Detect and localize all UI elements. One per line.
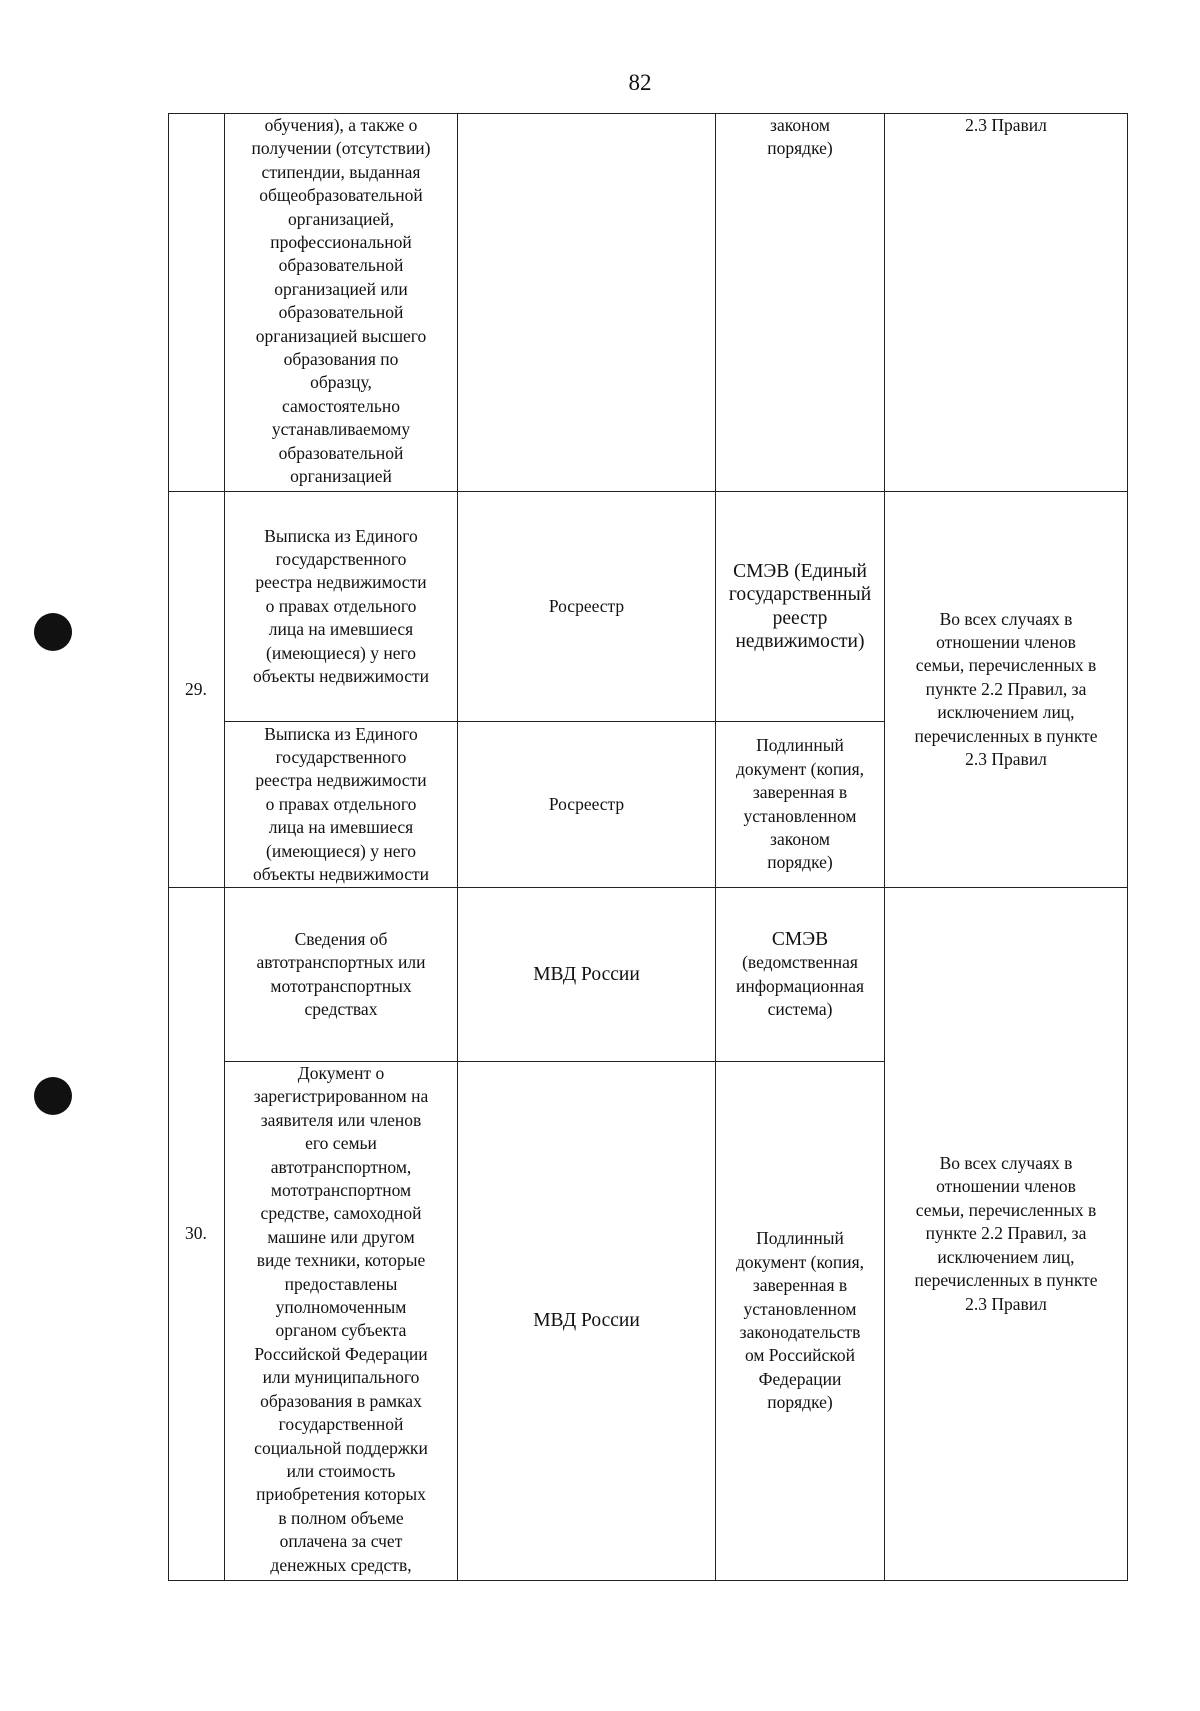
documents-table — [168, 113, 1128, 1581]
organization-cell: Росреестр — [458, 722, 716, 888]
condition-cell: Во всех случаях в отношении членов семьи, перечисленных в пункте 2.2 Правил, за исключением лиц, перечисленных в пункте 2.3 Правил — [885, 888, 1128, 1581]
document-cell: Документ о зарегистрированном на заявителя или членов его семьи автотранспортном, мототранспортном средстве, самоходной машине или другом виде техники, которые предоставлены уполномоченным органом субъекта Российской Федерации или муниципального образования в рамках государственной социальной поддержки или стоимость приобретения которых в полном объеме оплачена за счет денежных средств, — [225, 1062, 458, 1581]
source-cell: СМЭВ (ведомственная информационная система) — [716, 888, 885, 1062]
row-number-cell — [169, 114, 225, 492]
source-cell: законом порядке) — [716, 114, 885, 492]
organization-cell — [458, 114, 716, 492]
source-cell: Подлинный документ (копия, заверенная в установленном законом порядке) — [716, 722, 885, 888]
organization-cell: Росреестр — [458, 492, 716, 722]
organization-cell: МВД России — [458, 888, 716, 1062]
document-cell: Выписка из Единого государственного реестра недвижимости о правах отдельного лица на имевшиеся (имеющиеся) у него объекты недвижимости — [225, 492, 458, 722]
organization-cell: МВД России — [458, 1062, 716, 1581]
source-cell: СМЭВ (Единый государственный реестр недвижимости) — [716, 492, 885, 722]
page-number: 82 — [628, 70, 652, 95]
condition-cell: Во всех случаях в отношении членов семьи, перечисленных в пункте 2.2 Правил, за исключением лиц, перечисленных в пункте 2.3 Правил — [885, 492, 1128, 888]
source-cell: Подлинный документ (копия, заверенная в установленном законодательств ом Российской Федерации порядке) — [716, 1062, 885, 1581]
row-number-cell: 30. — [169, 888, 225, 1581]
punch-hole-mark — [34, 613, 72, 651]
punch-hole-mark — [34, 1077, 72, 1115]
row-number-cell: 29. — [169, 492, 225, 888]
source-title: СМЭВ — [771, 928, 829, 950]
condition-cell: 2.3 Правил — [885, 114, 1128, 492]
document-cell: Сведения об автотранспортных или мототранспортных средствах — [225, 888, 458, 1062]
table-row-30a — [169, 888, 1128, 1062]
table-row-29a — [169, 492, 1128, 722]
table-row-continuation — [169, 114, 1128, 492]
document-cell: обучения), а также о получении (отсутствии) стипендии, выданная общеобразовательной организацией, профессиональной образовательной организацией или образовательной организацией высшего образования по образцу, самостоятельно устанавливаемому образовательной организацией — [225, 114, 458, 492]
document-cell: Выписка из Единого государственного реестра недвижимости о правах отдельного лица на имевшиеся (имеющиеся) у него объекты недвижимости — [225, 722, 458, 888]
